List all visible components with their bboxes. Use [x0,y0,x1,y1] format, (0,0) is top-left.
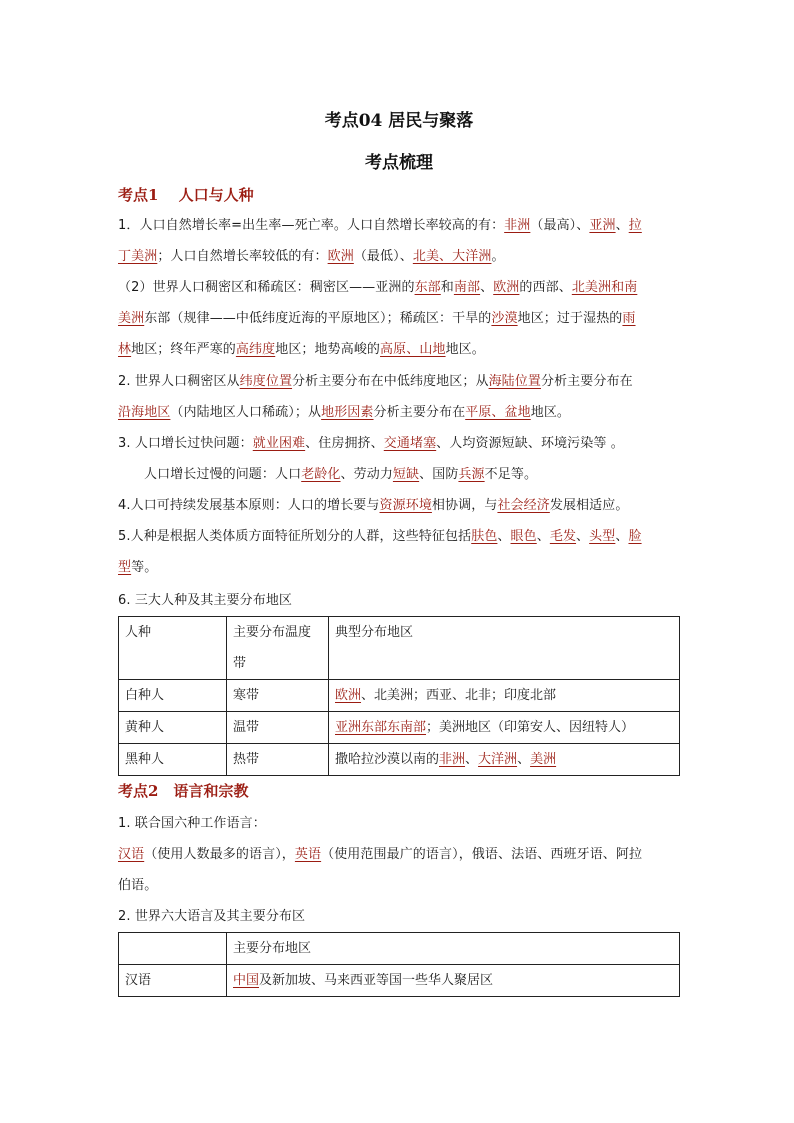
table-header-cell: 典型分布地区 [329,617,680,680]
section-heading-1: 考点1 人口与人种 [118,186,254,204]
table-cell: 黑种人 [119,744,227,776]
table-cell: 白种人 [119,680,227,712]
paragraph-distribution: 2. 世界人口稠密区从纬度位置分析主要分布在中低纬度地区；从海陆位置分析主要分布在 沿海地区（内陆地区人口稀疏）；从地形因素分析主要分布在平原、盆地地区。 [118,374,633,420]
table-cell: 寒带 [227,680,329,712]
paragraph-race: 5.人种是根据人类体质方面特征所划分的人群，这些特征包括肤色、眼色、毛发、头型、脸 型等。 [118,529,642,575]
table-header-cell: 主要分布温度带 [227,617,329,680]
table-cell: 欧洲、北美洲；西亚、北非；印度北部 [329,680,680,712]
races-table [118,616,680,776]
table-header-row [119,617,680,680]
paragraph-sustainable: 4.人口可持续发展基本原则：人口的增长要与资源环境相协调，与社会经济发展相适应。 [118,498,629,513]
table-cell: 撒哈拉沙漠以南的非洲、大洋洲、美洲 [329,744,680,776]
paragraph-un-languages: 1. 联合国六种工作语言： [118,816,266,831]
table-header-cell [119,933,227,965]
paragraph-density: （2）世界人口稠密区和稀疏区：稠密区——亚洲的东部和南部、欧洲的西部、北美洲和南 美洲东部（规律——中低纬度近海的平原地区）；稀疏区：干旱的沙漠地区；过于湿热的雨 林地区；终年严寒的高纬度地区；地势高峻的高原、山地地区。 [118,280,638,357]
table-cell: 中国及新加坡、马来西亚等国一些华人聚居区 [227,965,680,997]
table-cell: 黄种人 [119,712,227,744]
table-row [119,680,680,712]
table-caption-languages: 2. 世界六大语言及其主要分布区 [118,909,306,924]
table-cell: 亚洲东部东南部；美洲地区（印第安人、因纽特人） [329,712,680,744]
section-heading-2: 考点2 语言和宗教 [118,782,249,800]
paragraph-languages-list: 汉语（使用人数最多的语言），英语（使用范围最广的语言），俄语、法语、西班牙语、阿拉 伯语。 [118,847,643,893]
paragraph-slow-growth: 人口增长过慢的问题：人口老龄化、劳动力短缺、国防兵源不足等。 [144,467,538,482]
document-title: 考点04 居民与聚落 [324,111,474,131]
table-header-row [119,933,680,965]
document-subtitle: 考点梳理 [365,153,433,173]
table-cell: 温带 [227,712,329,744]
table-row [119,965,680,997]
table-cell: 汉语 [119,965,227,997]
paragraph-fast-growth: 3. 人口增长过快问题：就业困难、住房拥挤、交通堵塞、人均资源短缺、环境污染等 。 [118,436,624,451]
table-row [119,712,680,744]
table-row [119,744,680,776]
table-header-cell: 人种 [119,617,227,680]
table-caption-races: 6. 三大人种及其主要分布地区 [118,593,293,608]
languages-table [118,932,680,997]
paragraph-birth-rate: 1．人口自然增长率=出生率—死亡率。人口自然增长率较高的有：非洲（最高）、亚洲、拉 丁美洲；人口自然增长率较低的有：欧洲（最低）、北美、大洋洲。 [118,218,642,264]
table-header-cell: 主要分布地区 [227,933,680,965]
table-cell: 热带 [227,744,329,776]
